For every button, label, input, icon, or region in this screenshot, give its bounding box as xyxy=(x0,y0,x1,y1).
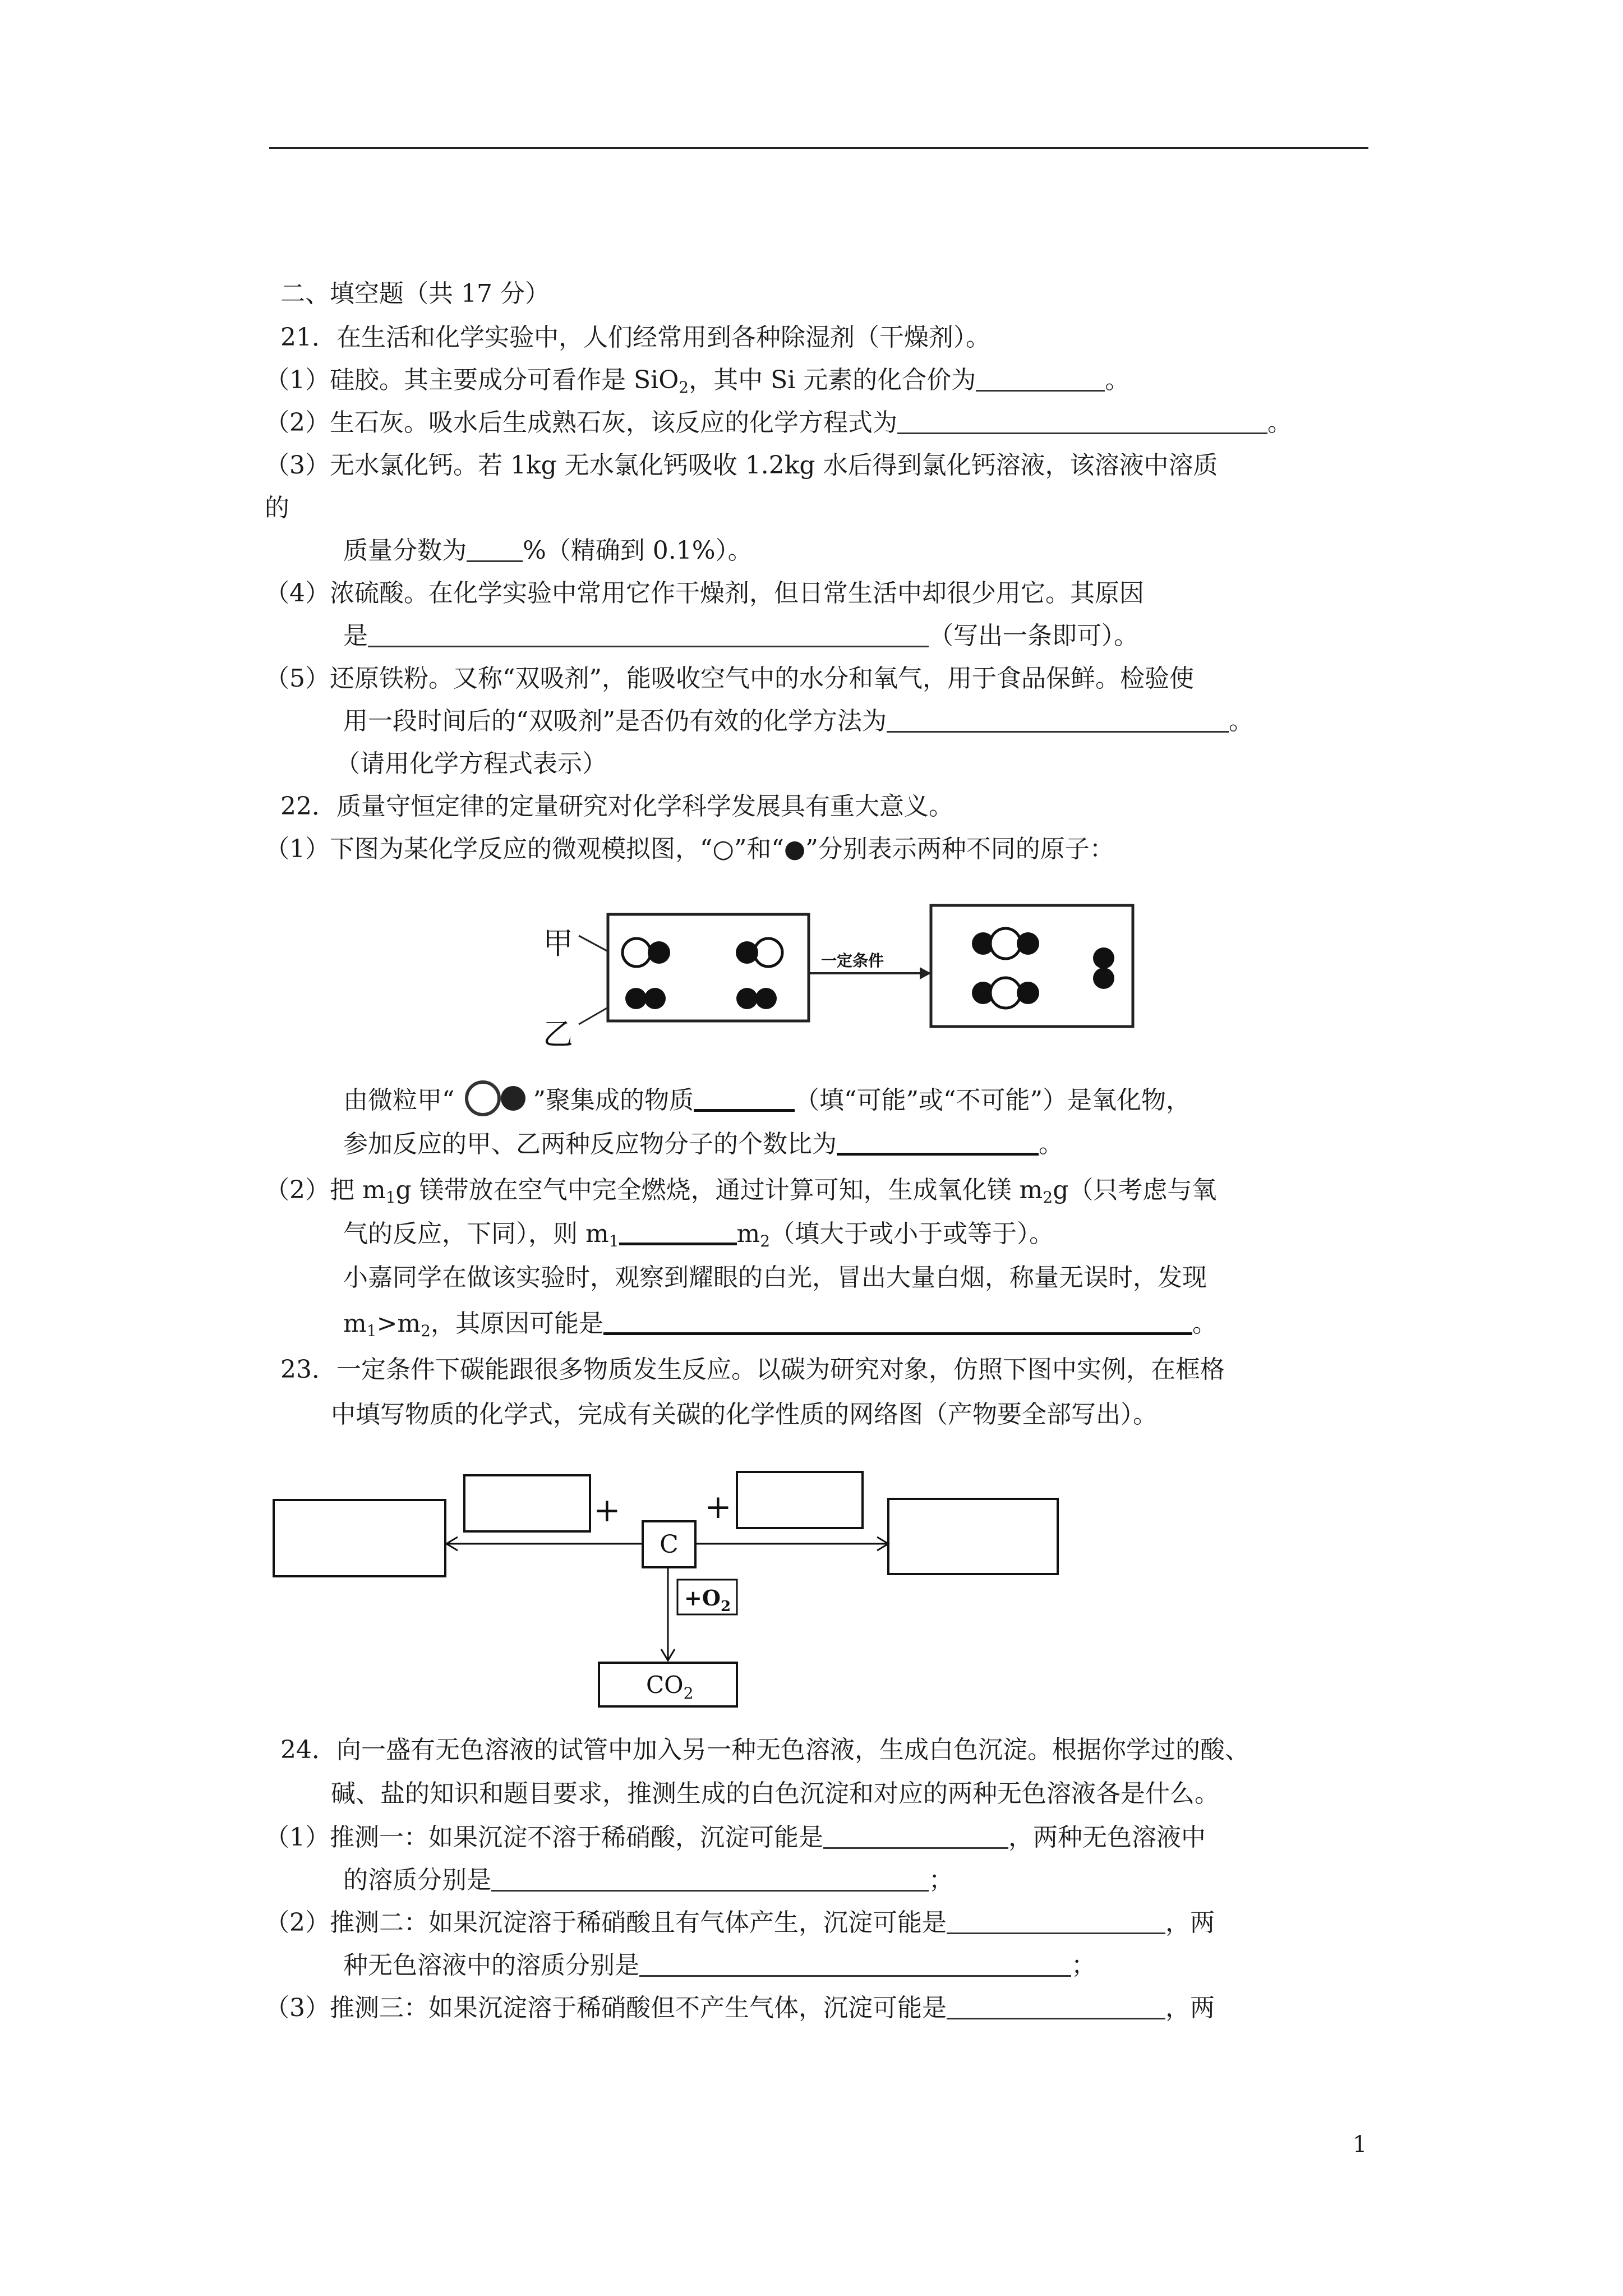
q21-stem: 21．在生活和化学实验中，人们经常用到各种除湿剂（干燥剂）。 xyxy=(280,323,990,352)
answer-blank[interactable] xyxy=(887,706,1229,733)
answer-blank[interactable] xyxy=(639,1950,1071,1977)
arrow-head xyxy=(920,967,931,979)
answer-blank[interactable] xyxy=(947,1993,1165,2019)
carbon-label: C xyxy=(660,1530,679,1559)
pointer-line-jia xyxy=(579,936,608,951)
q22-part2-line1: （2）把 $m_1g$ 镁带放在空气中完全燃烧，通过计算可知，生成氧化镁 $m_2g$（只考虑与氧 xyxy=(265,1176,1217,1207)
q23-stem-line2: 中填写物质的化学式，完成有关碳的化学性质的网络图（产物要全部写出）。 xyxy=(331,1400,1158,1429)
header-rule xyxy=(269,147,1368,149)
answer-blank[interactable] xyxy=(976,365,1105,392)
q21-part2: （2）生石灰。吸水后生成熟石灰，该反应的化学方程式为 。 xyxy=(265,408,1292,437)
q22-part1-line3: 参加反应的甲、乙两种反应物分子的个数比为 。 xyxy=(343,1128,1063,1161)
reagent-o2-label: $+O_2$ xyxy=(684,1585,731,1615)
blank-box-left-product[interactable] xyxy=(274,1500,445,1576)
q22-part2-line4: $m_1>m_2$，其原因可能是 。 xyxy=(343,1307,1217,1341)
answer-blank[interactable] xyxy=(694,1084,795,1112)
arrow-condition: 一定条件 xyxy=(821,951,884,970)
pointer-line-yi xyxy=(579,1007,608,1024)
answer-blank[interactable] xyxy=(491,1865,929,1892)
blank-box-right-product[interactable] xyxy=(888,1499,1058,1574)
q22-part2-line3: 小嘉同学在做该实验时，观察到耀眼的白光，冒出大量白烟，称量无误时，发现 xyxy=(343,1263,1207,1292)
blank-box-right-reagent[interactable] xyxy=(737,1472,863,1528)
q24-stem-line1: 24．向一盛有无色溶液的试管中加入另一种无色溶液，生成白色沉淀。根据你学过的酸、 xyxy=(280,1736,1249,1764)
q24-stem-line2: 碱、盐的知识和题目要求，推测生成的白色沉淀和对应的两种无色溶液各是什么。 xyxy=(331,1779,1219,1808)
q24-part1-line1: （1）推测一：如果沉淀不溶于稀硝酸，沉淀可能是 ，两种无色溶液中 xyxy=(265,1823,1206,1852)
q21-part3-line1: （3）无水氯化钙。若 1kg 无水氯化钙吸收 1.2kg 水后得到氯化钙溶液，该溶液中溶质 xyxy=(265,451,1218,480)
q22-part2-line2: 气的反应，下同），则 $m_1$ $m_2$（填大于或小于或等于）。 xyxy=(343,1217,1054,1251)
answer-blank[interactable] xyxy=(897,408,1267,434)
answer-blank[interactable] xyxy=(947,1908,1165,1934)
q21-part1: （1）硅胶。其主要成分可看作是 SiO$_2$，其中 Si 元素的化合价为 。 xyxy=(265,366,1130,397)
answer-blank[interactable] xyxy=(368,621,929,647)
q23-stem-line1: 23．一定条件下碳能跟很多物质发生反应。以碳为研究对象，仿照下图中实例，在框格 xyxy=(280,1355,1225,1384)
q24-part2-line1: （2）推测二：如果沉淀溶于稀硝酸且有气体产生，沉淀可能是 ，两 xyxy=(265,1908,1215,1937)
q21-part5-line1: （5）还原铁粉。又称“双吸剂”，能吸收空气中的水分和氧气，用于食品保鲜。检验使 xyxy=(265,664,1194,693)
label-jia: 甲 xyxy=(543,926,573,961)
molecule-jia-inline xyxy=(455,1080,533,1116)
q22-part1-line2: 由微粒甲“ ”聚集成的物质 （填“可能”或“不可能”）是氧化物， xyxy=(343,1080,1191,1117)
label-yi: 乙 xyxy=(543,1016,573,1052)
q21-part5-line3: （请用化学方程式表示） xyxy=(335,749,607,778)
blank-box-left-reagent[interactable] xyxy=(464,1475,590,1531)
q22-stem: 22．质量守恒定律的定量研究对化学科学发展具有重大意义。 xyxy=(280,792,953,821)
answer-blank[interactable] xyxy=(603,1308,1192,1335)
q21-part4-line2: 是 （写出一条即可）。 xyxy=(343,622,1138,650)
q21-part5-line2: 用一段时间后的“双吸剂”是否仍有效的化学方法为 。 xyxy=(343,707,1253,735)
plus-right: + xyxy=(704,1488,732,1526)
answer-blank[interactable] xyxy=(619,1218,737,1245)
q24-part2-line2: 种无色溶液中的溶质分别是 ； xyxy=(343,1951,1096,1980)
plus-left: + xyxy=(593,1491,621,1529)
q22-part1-line1: （1）下图为某化学反应的微观模拟图，“○”和“●”分别表示两种不同的原子： xyxy=(265,835,1114,863)
answer-blank[interactable] xyxy=(467,536,523,562)
answer-blank[interactable] xyxy=(837,1128,1039,1156)
product-molecule-1 xyxy=(972,928,1039,959)
carbon-network-diagram xyxy=(269,1470,1066,1717)
section-title: 二、填空题（共 17 分） xyxy=(280,279,550,308)
q24-part1-line2: 的溶质分别是 ； xyxy=(343,1866,953,1894)
page-number: 1 xyxy=(1353,2132,1367,2157)
answer-blank[interactable] xyxy=(823,1823,1008,1849)
product-molecule-2 xyxy=(972,978,1039,1008)
molecule-jia-2 xyxy=(736,938,782,967)
molecule-jia xyxy=(623,938,670,967)
co2-label: $CO_2$ xyxy=(646,1671,694,1703)
q21-part4-line1: （4）浓硫酸。在化学实验中常用它作干燥剂，但日常生活中却很少用它。其原因 xyxy=(265,579,1144,608)
q21-part3-line3: 质量分数为 %（精确到 0.1%）。 xyxy=(343,536,753,565)
reaction-diagram xyxy=(538,898,1166,1055)
q24-part3-line1: （3）推测三：如果沉淀溶于稀硝酸但不产生气体，沉淀可能是 ，两 xyxy=(265,1994,1215,2022)
q21-part3-line2: 的 xyxy=(265,494,289,522)
